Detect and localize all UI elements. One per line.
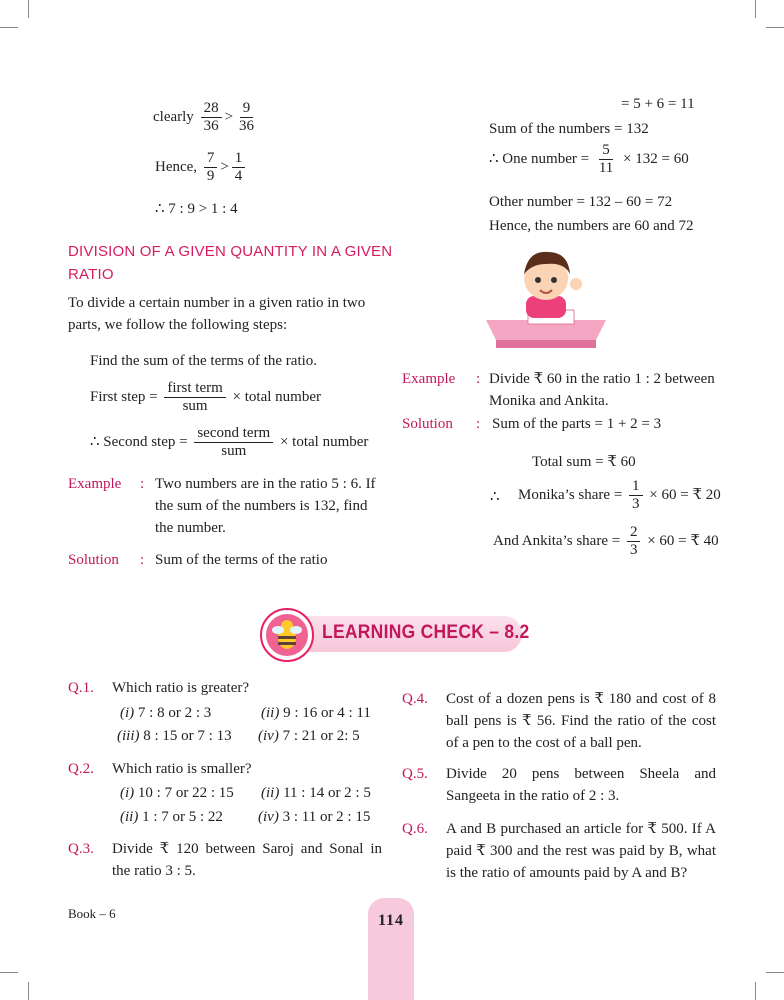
sum-line: = 5 + 6 = 11 <box>621 96 695 112</box>
colon: : <box>476 371 481 387</box>
book-label: Book – 6 <box>68 906 116 921</box>
q2-option-iii: (ii) 1 : 7 or 5 : 22 <box>120 809 223 825</box>
fraction: $\frac{9}{36}$ <box>239 100 255 134</box>
monika-share: Monika’s share = $\frac{1}{3}$ × 60 = ₹ 20 <box>518 478 721 512</box>
q2-label: Q.2. <box>68 761 94 777</box>
hence-numbers: Hence, the numbers are 60 and 72 <box>489 218 694 234</box>
q1-text: Which ratio is greater? <box>112 680 250 696</box>
therefore-symbol: ∴ <box>490 489 500 505</box>
q5-text: Divide 20 pens between Sheela and Sangeeta in the ratio of 2 : 3. <box>446 766 716 804</box>
example-text: Two numbers are in the ratio 5 : 6. If the sum of the numbers is 132, find the number. <box>155 476 376 536</box>
q1-option-ii: (ii) 9 : 16 or 4 : 11 <box>261 705 371 721</box>
one-number-formula: ∴ One number = $\frac{5}{11}$ × 132 = 60 <box>489 142 689 176</box>
crop-mark <box>28 0 29 18</box>
learning-check-title: LEARNING CHECK – 8.2 <box>322 622 530 643</box>
first-step-formula: First step = $\frac{\text{first term}}{\text{sum}}$ × total number <box>90 380 321 414</box>
intro-paragraph: To divide a certain number in a given ratio in two parts, we follow the following steps: <box>68 295 366 333</box>
fraction: $\frac{7}{9}$ <box>204 150 218 185</box>
fraction: $\frac{\text{second term}}{\text{sum}}$ <box>194 425 273 460</box>
crop-mark <box>755 982 756 1000</box>
q1-option-iv: (iv) 7 : 21 or 2: 5 <box>258 728 360 744</box>
q1-label: Q.1. <box>68 680 94 696</box>
bee-badge-icon <box>260 608 314 662</box>
boy-studying-illustration <box>476 240 616 352</box>
q4-label: Q.4. <box>402 691 428 707</box>
sum-numbers: Sum of the numbers = 132 <box>489 121 649 137</box>
q1-option-i: (i) 7 : 8 or 2 : 3 <box>120 705 212 721</box>
q2-option-iv: (iv) 3 : 11 or 2 : 15 <box>258 809 371 825</box>
crop-mark <box>0 27 18 28</box>
other-number: Other number = 132 – 60 = 72 <box>489 194 673 210</box>
crop-mark <box>755 0 756 18</box>
page-number: 114 <box>377 912 405 929</box>
crop-mark <box>28 982 29 1000</box>
fraction: $\frac{28}{36}$ <box>201 100 222 135</box>
fraction: $\frac{1}{4}$ <box>232 150 246 185</box>
colon: : <box>140 552 145 568</box>
desk-front <box>496 340 596 348</box>
q1-option-iii: (iii) 8 : 15 or 7 : 13 <box>117 728 232 744</box>
section-heading: DIVISION OF A GIVEN QUANTITY IN A GIVEN RATIO <box>68 243 393 283</box>
fraction: $\frac{\text{first term}}{\text{sum}}$ <box>164 380 225 415</box>
crop-mark <box>0 972 18 973</box>
example-text: Divide ₹ 60 in the ratio 1 : 2 between Monika and Ankita. <box>489 371 715 409</box>
colon: : <box>140 476 145 492</box>
fraction: $\frac{2}{3}$ <box>627 524 641 559</box>
clearly-comparison: clearly $\frac{28}{36}$ > $\frac{9}{36}$ <box>153 100 260 135</box>
fraction: $\frac{1}{3}$ <box>629 478 643 513</box>
example-label: Example <box>402 371 456 387</box>
ankita-share: And Ankita’s share = $\frac{2}{3}$ × 60 = ₹ 40 <box>493 524 719 558</box>
second-step-formula: ∴ Second step = $\frac{\text{second term}}{\text{sum}}$ × total number <box>90 425 369 459</box>
step-zero: Find the sum of the terms of the ratio. <box>90 353 318 369</box>
total-sum: Total sum = ₹ 60 <box>532 454 636 470</box>
eye <box>535 277 541 283</box>
hand <box>570 278 582 290</box>
q3-label: Q.3. <box>68 841 94 857</box>
hence-comparison: Hence, $\frac{7}{9}$ > $\frac{1}{4}$ <box>155 150 248 185</box>
crop-mark <box>766 972 784 973</box>
q2-text: Which ratio is smaller? <box>112 761 252 777</box>
q6-label: Q.6. <box>402 821 428 837</box>
fraction: $\frac{5}{11}$ <box>598 142 614 176</box>
therefore-line: ∴ 7 : 9 > 1 : 4 <box>155 201 238 217</box>
solution-label: Solution <box>68 552 119 568</box>
q5-label: Q.5. <box>402 766 428 782</box>
q2-option-i: (i) 10 : 7 or 22 : 15 <box>120 785 234 801</box>
eye <box>551 277 557 283</box>
colon: : <box>476 416 481 432</box>
example-label: Example <box>68 476 122 492</box>
q4-text: Cost of a dozen pens is ₹ 180 and cost of 8 ball pens is ₹ 56. Find the ratio of the cost of a pen to the cost of a ball pen. <box>446 691 716 751</box>
q3-text: Divide ₹ 120 between Saroj and Sonal in the ratio 3 : 5. <box>112 841 382 879</box>
q2-option-ii: (ii) 11 : 14 or 2 : 5 <box>261 785 371 801</box>
crop-mark <box>766 27 784 28</box>
solution-text: Sum of the parts = 1 + 2 = 3 <box>492 416 662 432</box>
solution-label: Solution <box>402 416 453 432</box>
solution-text: Sum of the terms of the ratio <box>155 552 328 568</box>
q6-text: A and B purchased an article for ₹ 500. If A paid ₹ 300 and the rest was paid by B, what is the ratio of amounts paid by A and B? <box>446 821 716 881</box>
